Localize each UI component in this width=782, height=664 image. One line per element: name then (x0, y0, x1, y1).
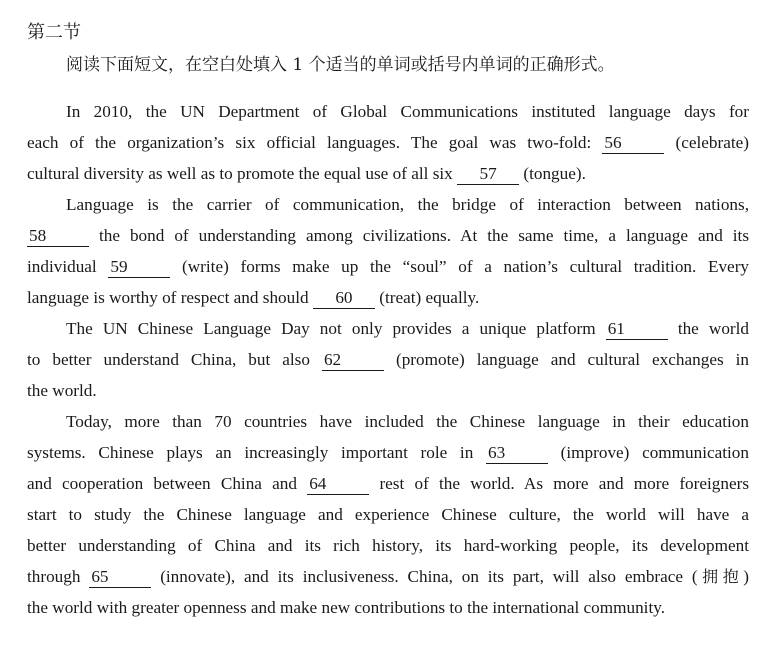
passage-line (27, 499, 749, 530)
text-span: ) (743, 567, 750, 586)
text-span: (celebrate) (675, 133, 750, 152)
text-span: the bond of understanding among civilizations. At the same time, a language and its (98, 226, 750, 245)
blank-61[interactable]: 61 (606, 319, 668, 340)
passage-line (27, 437, 749, 468)
text-span: through (27, 567, 81, 586)
passage-line (27, 282, 749, 313)
passage-line (27, 158, 749, 189)
blank-57[interactable]: 57 (457, 164, 519, 185)
blank-59[interactable]: 59 (108, 257, 170, 278)
text-span: (tongue). (523, 164, 586, 183)
instruction-text: 阅读下面短文，在空白处填入 1 个适当的单词或括号内单词的正确形式。 (66, 55, 615, 75)
text-span: the world (677, 319, 750, 338)
passage-line (27, 220, 749, 251)
text-span: language is worthy of respect and should (27, 288, 309, 307)
section-title: 第二节 (27, 22, 81, 43)
text-span: each of the organization’s six official languages. The goal was two-fold: (27, 133, 592, 152)
blank-56[interactable]: 56 (602, 133, 664, 154)
text-span: cultural diversity as well as to promote the equal use of all six (27, 164, 453, 183)
text-span: In 2010, the UN Department of Global Communications instituted language days for (66, 102, 749, 121)
passage-line (27, 468, 749, 499)
text-span: start to study the Chinese language and experience Chinese culture, the world will have a (27, 505, 749, 524)
blank-62[interactable]: 62 (322, 350, 384, 371)
passage-line (27, 406, 749, 437)
text-span: the world with greater openness and make new contributions to the international community. (27, 598, 666, 617)
passage-line (27, 313, 749, 344)
passage-line (27, 530, 749, 561)
passage-line (27, 561, 749, 592)
passage-line (27, 344, 749, 375)
text-span: Language is the carrier of communication, the bridge of interaction between nations, (66, 195, 749, 214)
text-span: (promote) language and cultural exchanges in (395, 350, 750, 369)
passage-line (27, 592, 749, 623)
text-span-chinese: 拥抱 (697, 567, 744, 586)
passage-line (27, 375, 749, 406)
blank-64[interactable]: 64 (307, 474, 369, 495)
text-span: (treat) equally. (379, 288, 480, 307)
passage-line (27, 96, 749, 127)
text-span: systems. Chinese plays an increasingly important role in (27, 443, 474, 462)
text-span: (innovate), and its inclusiveness. China, on its part, will also embrace ( (160, 567, 698, 586)
blank-65[interactable]: 65 (89, 567, 151, 588)
text-span: Today, more than 70 countries have included the Chinese language in their education (66, 412, 749, 431)
passage-line (27, 251, 749, 282)
blank-58[interactable]: 58 (27, 226, 89, 247)
text-span: (improve) communication (560, 443, 749, 462)
text-span: the world. (27, 381, 97, 400)
passage-line (27, 127, 749, 158)
passage-line (27, 189, 749, 220)
text-span: rest of the world. As more and more foreigners (379, 474, 750, 493)
blank-63[interactable]: 63 (486, 443, 548, 464)
text-span: (write) forms make up the “soul” of a nation’s cultural tradition. Every (182, 257, 750, 276)
text-span: better understanding of China and its rich history, its hard-working people, its development (27, 536, 749, 555)
passage (27, 96, 749, 623)
blank-60[interactable]: 60 (313, 288, 375, 309)
text-span: and cooperation between China and (27, 474, 297, 493)
text-span: to better understand China, but also (27, 350, 310, 369)
text-span: individual (27, 257, 97, 276)
text-span: The UN Chinese Language Day not only provides a unique platform (66, 319, 596, 338)
